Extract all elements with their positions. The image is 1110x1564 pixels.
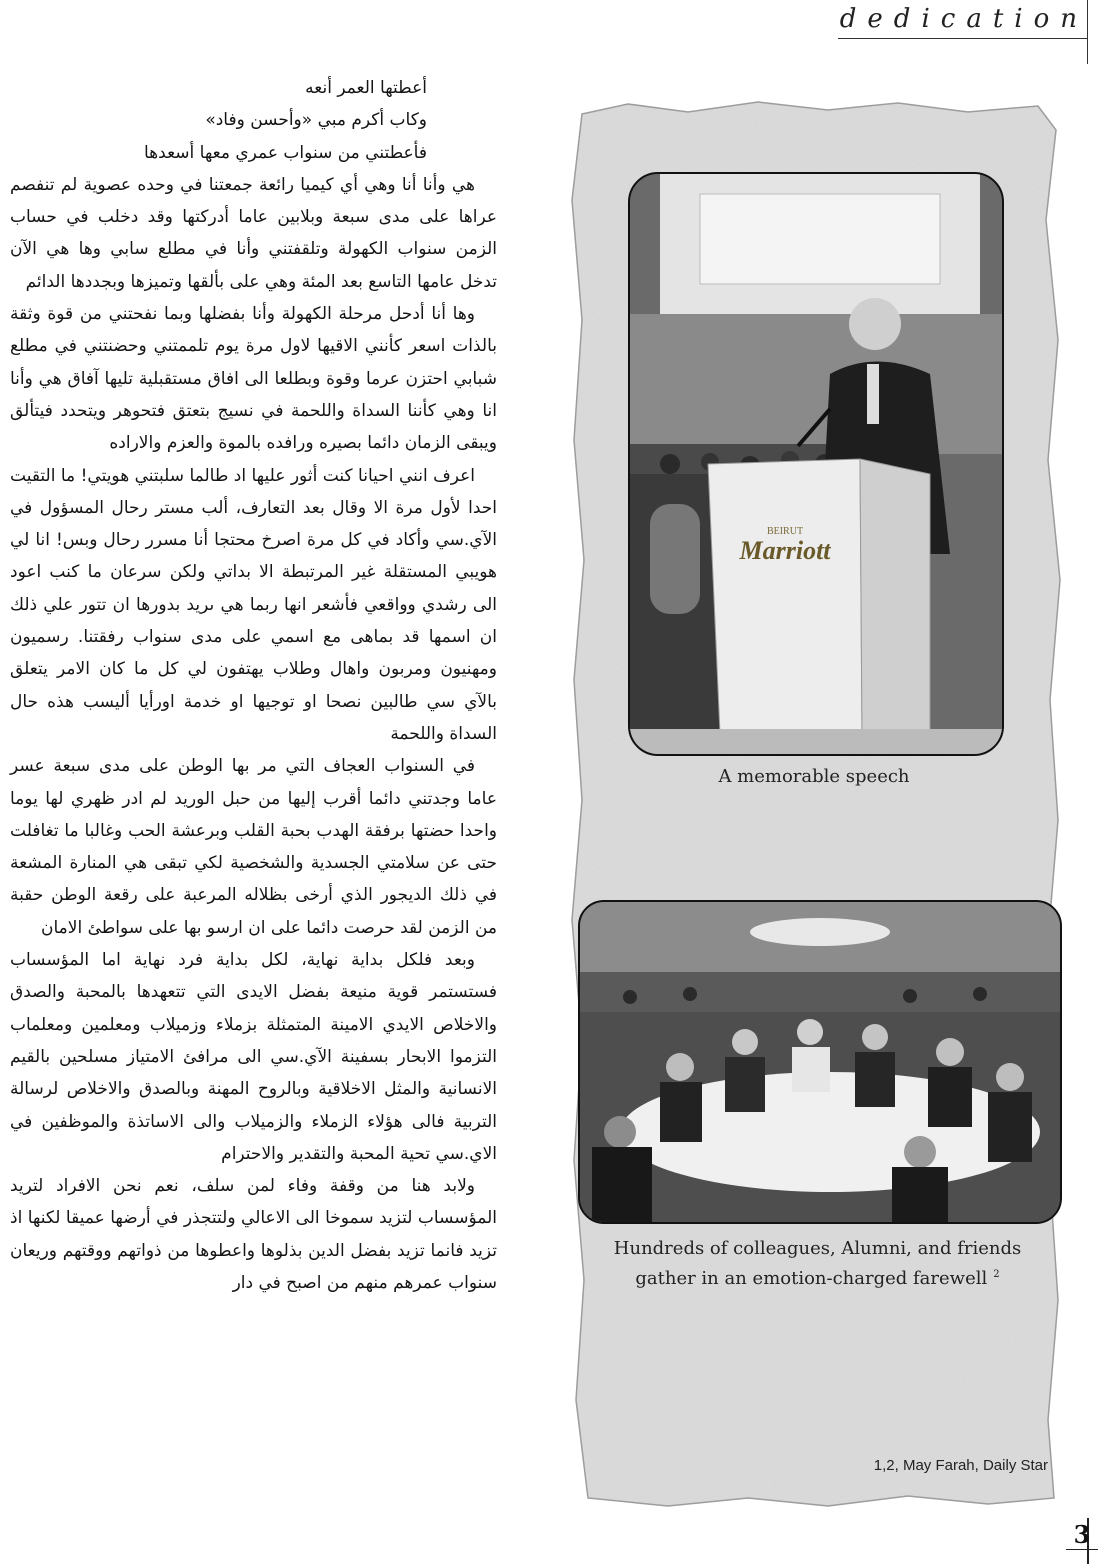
footnote-mark: 2	[993, 1269, 1000, 1280]
speech-photo	[628, 172, 1004, 756]
paragraph: في السنواب العجاف التي مر بها الوطن على مدى سبعة عسر عاما وجدتني دائما أقرب إليها من حبل الوريد لم ادر ظهري لها يوما واحدا حضتها برفقة الهدب بحبة القلب وبرعشة الحب وغالبا ما تغافلت حتى عن سلامتي الجسدية والشخصية لكي تبقى هي المنارة المشعة في ذلك الديجور الذي أرخى بظلاله المرعبة على رقعة الوطن حقبة من الزمن لقد حرصت دائما على ان ارسو بها على سواطئ الامان	[10, 756, 497, 938]
arabic-article	[10, 72, 497, 1299]
poem-line: أعطتها العمر أنعه	[305, 78, 427, 98]
paragraph: اعرف انني احيانا كنت أثور عليها اد طالما سلبتني هويتي! ما التقيت احدا لأول مرة الا وقال بعد التعارف، ألب مستر رحال المسؤول في الآي.سي وأكاد في كل مرة اصرخ محتجا أنا مسرر رحال وبس! انا لي هويبي المستقلة غير المرتبطة الا بداتي ولكن سرعان ما كنب اعود الى رشدي وواقعي فأشعر انها ربما هي ىريد بدورها ان تتور علي ذلك ان اسمها قد بماهى مع اسمي على مدى سنواب رفقتنا. رسميون ومهنيون ومربون واهال وطلاب يهتفون لي كل ما كان الامر يتعلق بالآي سي طالبين نصحا او توجيها او خدمة اورأيا أليسب هذه حال السداة واللحمة	[10, 465, 497, 744]
podium-sign-logo: Marriott	[739, 536, 831, 565]
section-title: dedication	[839, 4, 1088, 34]
podium-sign-top: BEIRUT	[766, 526, 804, 537]
page-number: 3	[1066, 1520, 1098, 1550]
paragraph: وها أنا أدحل مرحلة الكهولة وأنا بفضلها وبما نفحتني من قوة وثقة بالذات اسعر كأنني الاقيها لاول مرة يوم تلممتني وحضنتني في مطلع شبابي احتزن عرما وقوة وبطلعا الى افاق مستقبلية تليها آفاق هي وأنا انا وهي كأننا السداة واللحمة في نسيج بتعتق فتحوهر ويتحدد فيتألق ويبقى الزمان دائما بصيره ورافده بالموة والعزم والاراده	[10, 304, 497, 454]
gathering-caption-line1: Hundreds of colleagues, Alumni, and friends	[613, 1238, 1022, 1259]
gathering-caption	[580, 1236, 1055, 1292]
gathering-photo	[578, 900, 1062, 1224]
gathering-photo-image	[580, 902, 1060, 1222]
poem-line: فأعطتني من سنواب عمري معها أسعدها	[144, 142, 427, 163]
poem-line: وكاب أكرم مبي «وأحسن وفاد»	[205, 110, 427, 131]
gathering-caption-line2	[580, 1262, 1055, 1292]
paragraph: وبعد فلكل بداية نهاية، لكل بداية فرد نهاية اما المؤسساب فستستمر قوية منيعة بفضل الايدى التي تتعهدها بالمحبة والصدق والاخلاص الايدي الامينة المتمثلة بزملاء وزميلاب ومعلمين ومعلماب التزموا الابحار بسفينة الآي.سي الى مرافئ الامتياز مسلحين بالقيم الانسانية والمثل الاخلاقية وبالروح المهنة وبالصدق والاخلاص لرسالة التربية فالى هؤلاء الزملاء والزميلاب والى الاساتذة والموظفين في الاي.سي تحية المحبة والتقدير والاحترام	[10, 950, 497, 1164]
speech-caption: A memorable speech	[718, 766, 910, 787]
paragraph: هي وأنا أنا وهي أي كيميا رائعة جمعتنا في وحده عصوية لم تنفصم عراها على مدى سبعة وبلابين عاما أدركتها وقد دخلب في حساب الزمن سنواب الكهولة وتلقفتني وأنا في مطلع سابي وها هي الآن تدخل عامها التاسع بعد المئة وهي على بألقها وتميزها وبجددها الدائم	[10, 174, 497, 292]
paragraph: ولابد هنا من وقفة وفاء لمن سلف، نعم نحن الافراد لتريد المؤسساب لتزيد سموخا الى الاعالي ولتتجذر في أرضها عميقا لكنها اذ تزيد فانما تزيد بفضل الدين بذلوها واعطوها من ذواتهم ووقتهم وريعان سنواب عمرهم منهم من اصبح في دار	[10, 1176, 497, 1293]
speech-photo-image	[630, 174, 1002, 754]
gathering-caption-text: gather in an emotion-charged farewell	[635, 1268, 988, 1289]
photo-credit: 1,2, May Farah, Daily Star	[873, 1457, 1048, 1474]
